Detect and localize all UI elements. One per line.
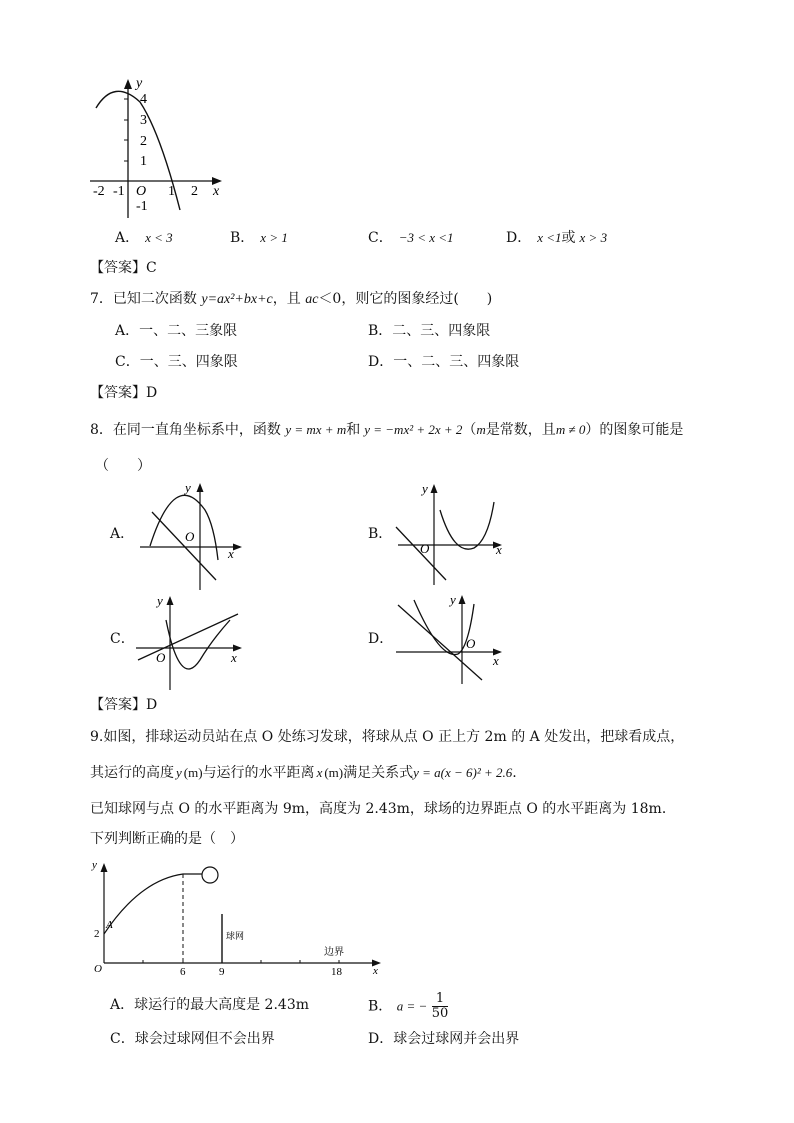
q7-option-d: D．一、二、三、四象限 [368,354,520,370]
svg-text:18: 18 [331,966,342,978]
svg-text:A: A [106,919,113,931]
svg-text:4: 4 [140,92,147,107]
svg-text:9: 9 [219,966,225,978]
svg-text:x: x [493,653,499,668]
q6-option-b: B． x > 1 [230,230,288,246]
svg-text:x: x [373,965,378,977]
svg-text:2: 2 [94,928,100,940]
svg-text:y: y [92,859,97,871]
svg-text:y: y [422,481,428,496]
svg-text:6: 6 [180,966,186,978]
q7-answer: 【答案】D [90,385,158,401]
q6-option-c: C． −3 < x <1 [368,230,454,246]
q8-stem: 8．在同一直角坐标系中，函数 y = mx + m和 y = −mx² + 2x + 2（m是常数，且m ≠ 0）的图象可能是 [90,422,684,438]
svg-text:O: O [156,650,166,665]
svg-text:-1: -1 [136,199,148,214]
svg-text:1: 1 [140,154,147,169]
svg-text:y: y [185,480,191,495]
q6-answer: 【答案】C [90,260,157,276]
svg-text:y: y [157,593,163,608]
svg-text:x: x [228,546,234,561]
q6-option-a: A． x < 3 [115,230,173,246]
svg-text:x: x [231,650,237,665]
svg-text:3: 3 [140,113,147,128]
svg-text:边界: 边界 [324,947,344,958]
svg-text:1: 1 [168,184,175,199]
q7-option-b: B．二、三、四象限 [368,323,491,339]
q8-option-c-label: C． [110,631,135,647]
svg-text:2: 2 [140,134,147,149]
q9-line1: 9.如图，排球运动员站在点 O 处练习发球，将球从点 O 正上方 2m 的 A 处发出，把球看成点， [90,729,685,745]
q7-stem: 7．已知二次函数 y=ax²+bx+c，且 ac＜0，则它的图象经过( ) [90,291,493,307]
q8-option-d-label: D． [368,631,394,647]
svg-text:y: y [450,592,456,607]
q8-blank: （ ） [95,458,151,474]
svg-text:球网: 球网 [226,931,245,941]
q9-line4: 下列判断正确的是（ ） [90,831,244,847]
q9-option-b: B． a = − $\frac{1}{50}$ [368,991,449,1021]
q8-answer: 【答案】D [90,697,158,713]
q6-axis-y-label: y [136,76,143,91]
q7-option-a: A．一、二、三象限 [115,323,238,339]
q8-option-a-label: A． [110,526,135,542]
svg-text:O: O [185,529,195,544]
q8-option-b-label: B． [368,526,393,542]
q6-axis-x-label: x [213,184,220,199]
svg-text:x: x [496,542,502,557]
svg-text:2: 2 [191,184,198,199]
q9-line3: 已知球网与点 O 的水平距离为 9m，高度为 2.43m，球场的边界距点 O 的水平距离为 18m． [90,801,676,817]
svg-text:O: O [420,541,430,556]
q9-option-a: A．球运行的最大高度是 2.43m [110,997,310,1013]
q6-origin-label: O [136,184,147,199]
svg-text:-1: -1 [113,184,125,199]
q9-option-d: D．球会过球网并会出界 [368,1031,520,1047]
svg-text:-2: -2 [93,184,105,199]
q9-option-c: C．球会过球网但不会出界 [110,1031,275,1047]
q6-option-d: D． x <1或 x > 3 [506,230,608,246]
svg-text:O: O [94,963,102,975]
svg-text:O: O [466,636,476,651]
q7-option-c: C．一、三、四象限 [115,354,238,370]
q9-line2: 其运行的高度 y (m)与运行的水平距离 x (m)满足关系式y = a(x − 6)² + 2.6. [90,765,517,781]
